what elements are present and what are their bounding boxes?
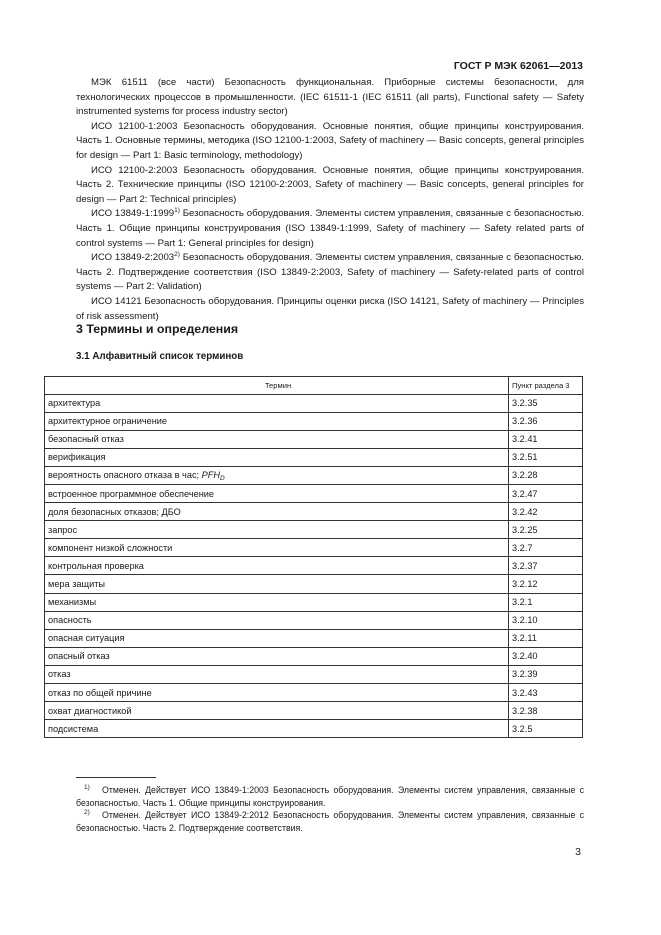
table-row xyxy=(45,702,583,720)
term-cell: доля безопасных отказов; ДБО xyxy=(45,503,509,521)
clause-cell: 3.2.7 xyxy=(509,539,583,557)
clause-cell: 3.2.35 xyxy=(509,394,583,412)
normative-references xyxy=(76,76,584,324)
table-row xyxy=(45,466,583,484)
clause-cell: 3.2.28 xyxy=(509,466,583,484)
term-cell: встроенное программное обеспечение xyxy=(45,484,509,502)
term-cell: компонент низкой сложности xyxy=(45,539,509,557)
clause-cell: 3.2.42 xyxy=(509,503,583,521)
table-row xyxy=(45,557,583,575)
table-row xyxy=(45,593,583,611)
table-row xyxy=(45,394,583,412)
clause-cell: 3.2.43 xyxy=(509,684,583,702)
table-row xyxy=(45,539,583,557)
footnote-item: $^{2)}$ Отменен. Действует ИСО 13849-2:2012 Безопасность оборудования. Элементы систем управления, связанные с безопасностью. Часть 2. Подтверждение соответствия. xyxy=(76,809,584,833)
term-cell: контрольная проверка xyxy=(45,557,509,575)
reference-item: МЭК 61511 (все части) Безопасность функциональная. Приборные системы безопасности, для технологических процессов в промышленности. (IEC 61511-1 (IEC 61511 (all parts), Functional safety — Safety instrumented systems for process industry sector) xyxy=(76,77,584,118)
page-number: 3 xyxy=(575,846,581,858)
clause-cell: 3.2.25 xyxy=(509,521,583,539)
table-row xyxy=(45,647,583,665)
clause-cell: 3.2.36 xyxy=(509,412,583,430)
table-row xyxy=(45,611,583,629)
term-cell: мера защиты xyxy=(45,575,509,593)
footnote-item: $^{1)}$ Отменен. Действует ИСО 13849-1:2003 Безопасность оборудования. Элементы систем управления, связанные с безопасностью. Часть 1. Общие принципы конструирования. xyxy=(76,784,584,808)
column-header-term: Термин xyxy=(45,377,509,395)
term-cell: запрос xyxy=(45,521,509,539)
term-cell: отказ xyxy=(45,665,509,683)
clause-cell: 3.2.41 xyxy=(509,430,583,448)
clause-cell: 3.2.11 xyxy=(509,629,583,647)
table-row xyxy=(45,575,583,593)
term-cell: безопасный отказ xyxy=(45,430,509,448)
footnote-separator xyxy=(76,777,156,778)
clause-cell: 3.2.12 xyxy=(509,575,583,593)
terms-table xyxy=(44,376,583,738)
clause-cell: 3.2.38 xyxy=(509,702,583,720)
table-row xyxy=(45,412,583,430)
table-row xyxy=(45,684,583,702)
term-cell: опасная ситуация xyxy=(45,629,509,647)
table-row xyxy=(45,430,583,448)
table-row xyxy=(45,720,583,738)
footnote-ref: 1) xyxy=(174,207,180,215)
reference-item: ИСО 13849-2:2003$^{2)}$ Безопасность оборудования. Элементы систем управления, связанные с безопасностью. Часть 2. Подтверждение соответствия (ISO 13849-2:2003, Safety of machinery — Safety-related parts of control systems — Part 2: Validation) xyxy=(76,251,584,293)
clause-cell: 3.2.37 xyxy=(509,557,583,575)
term-cell: архитектурное ограничение xyxy=(45,412,509,430)
term-cell: отказ по общей причине xyxy=(45,684,509,702)
table-row xyxy=(45,503,583,521)
table-row xyxy=(45,521,583,539)
clause-cell: 3.2.10 xyxy=(509,611,583,629)
term-cell: вероятность опасного отказа в час; $PFH_D$ xyxy=(45,466,509,484)
clause-cell: 3.2.47 xyxy=(509,484,583,502)
term-cell: охват диагностикой xyxy=(45,702,509,720)
table-row xyxy=(45,665,583,683)
document-header: ГОСТ Р МЭК 62061—2013 xyxy=(453,60,583,72)
term-cell: опасный отказ xyxy=(45,647,509,665)
table-row xyxy=(45,629,583,647)
clause-cell: 3.2.5 xyxy=(509,720,583,738)
term-cell: опасность xyxy=(45,611,509,629)
reference-item: ИСО 12100-2:2003 Безопасность оборудования. Основные понятия, общие принципы конструирования. Часть 2. Технические принципы (ISO 12100-2:2003, Safety of machinery — Basic concepts, general principles for design — Part 2: Technical principles) xyxy=(76,164,584,205)
subsection-title: 3.1 Алфавитный список терминов xyxy=(76,351,244,362)
column-header-clause: Пункт раздела 3 xyxy=(509,377,583,395)
term-cell: механизмы xyxy=(45,593,509,611)
term-cell: подсистема xyxy=(45,720,509,738)
clause-cell: 3.2.40 xyxy=(509,647,583,665)
reference-item: ИСО 12100-1:2003 Безопасность оборудования. Основные понятия, общие принципы конструирования. Часть 1. Основные термины, методика (ISO 12100-1:2003, Safety of machinery — Basic concepts, general principles for design — Part 1: Basic terminology, methodology) xyxy=(76,120,584,161)
table-row xyxy=(45,484,583,502)
term-cell: архитектура xyxy=(45,394,509,412)
table-row xyxy=(45,448,583,466)
table-header-row xyxy=(45,377,583,395)
clause-cell: 3.2.51 xyxy=(509,448,583,466)
clause-cell: 3.2.1 xyxy=(509,593,583,611)
section-title: 3 Термины и определения xyxy=(76,322,239,336)
reference-item: ИСО 13849-1:1999$^{1)}$ Безопасность оборудования. Элементы систем управления, связанные с безопасностью. Часть 1. Общие принципы конструирования (ISO 13849-1:1999, Safety of machinery — Safety related parts of control systems — Part 1: General principles for design) xyxy=(76,207,584,249)
footnotes xyxy=(76,784,584,834)
clause-cell: 3.2.39 xyxy=(509,665,583,683)
reference-item: ИСО 14121 Безопасность оборудования. Принципы оценки риска (ISO 14121, Safety of machinery — Principles of risk assessment) xyxy=(76,295,584,322)
term-cell: верификация xyxy=(45,448,509,466)
footnote-ref: 2) xyxy=(174,251,180,259)
